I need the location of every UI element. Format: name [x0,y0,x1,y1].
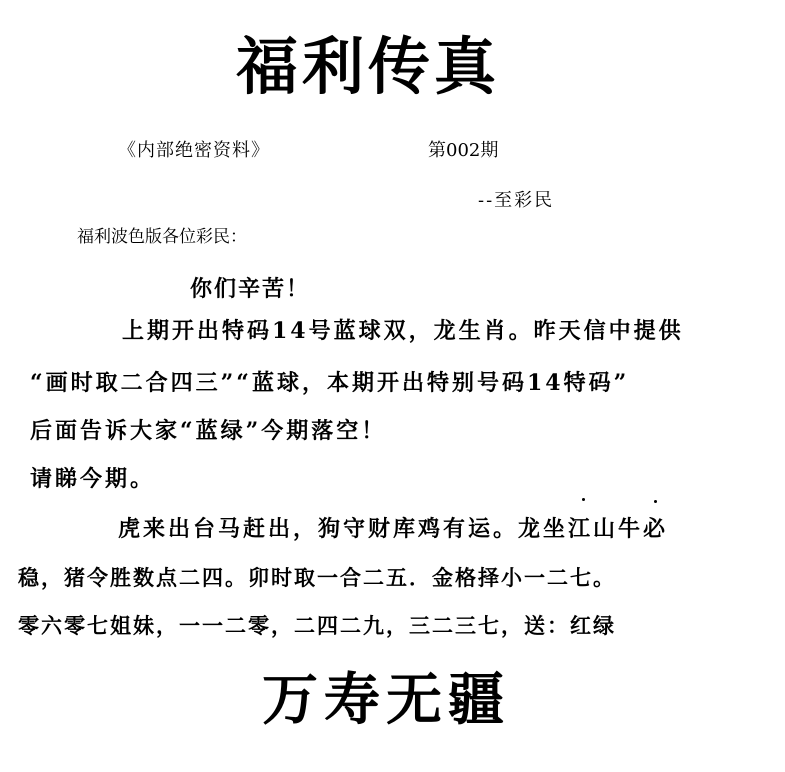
body-line: 后面告诉大家“蓝绿”今期落空！ [30,418,387,444]
document-title: 福利传真 [236,30,501,103]
salutation: 福利波色版各位彩民： [77,227,247,247]
issue-number: 第002期 [428,140,499,161]
body-line: “画时取二合四三”“蓝球，本期开出特别号码14特码” [30,370,630,396]
body-line: 零六零七姐妹，一一二零，二四二九，三二三七，送：红绿 [18,613,616,638]
speck-mark [654,500,657,503]
closing-motto: 万寿无疆 [262,667,510,733]
body-line: 上期开出特码14号蓝球双，龙生肖。昨天信中提供 [122,318,684,344]
greeting: 你们辛苦！ [190,276,311,302]
speck-mark [582,498,585,501]
body-line: 虎来出台马赶出，狗守财库鸡有运。龙坐江山牛必 [118,516,669,542]
body-line: 请睇今期。 [30,466,156,492]
body-line: 稳，猪令胜数点二四。卯时取一合二五．金格择小一二七。 [18,565,616,590]
sender-line: --至彩民 [478,190,555,211]
document-subtitle: 《内部绝密资料》 [118,140,270,161]
